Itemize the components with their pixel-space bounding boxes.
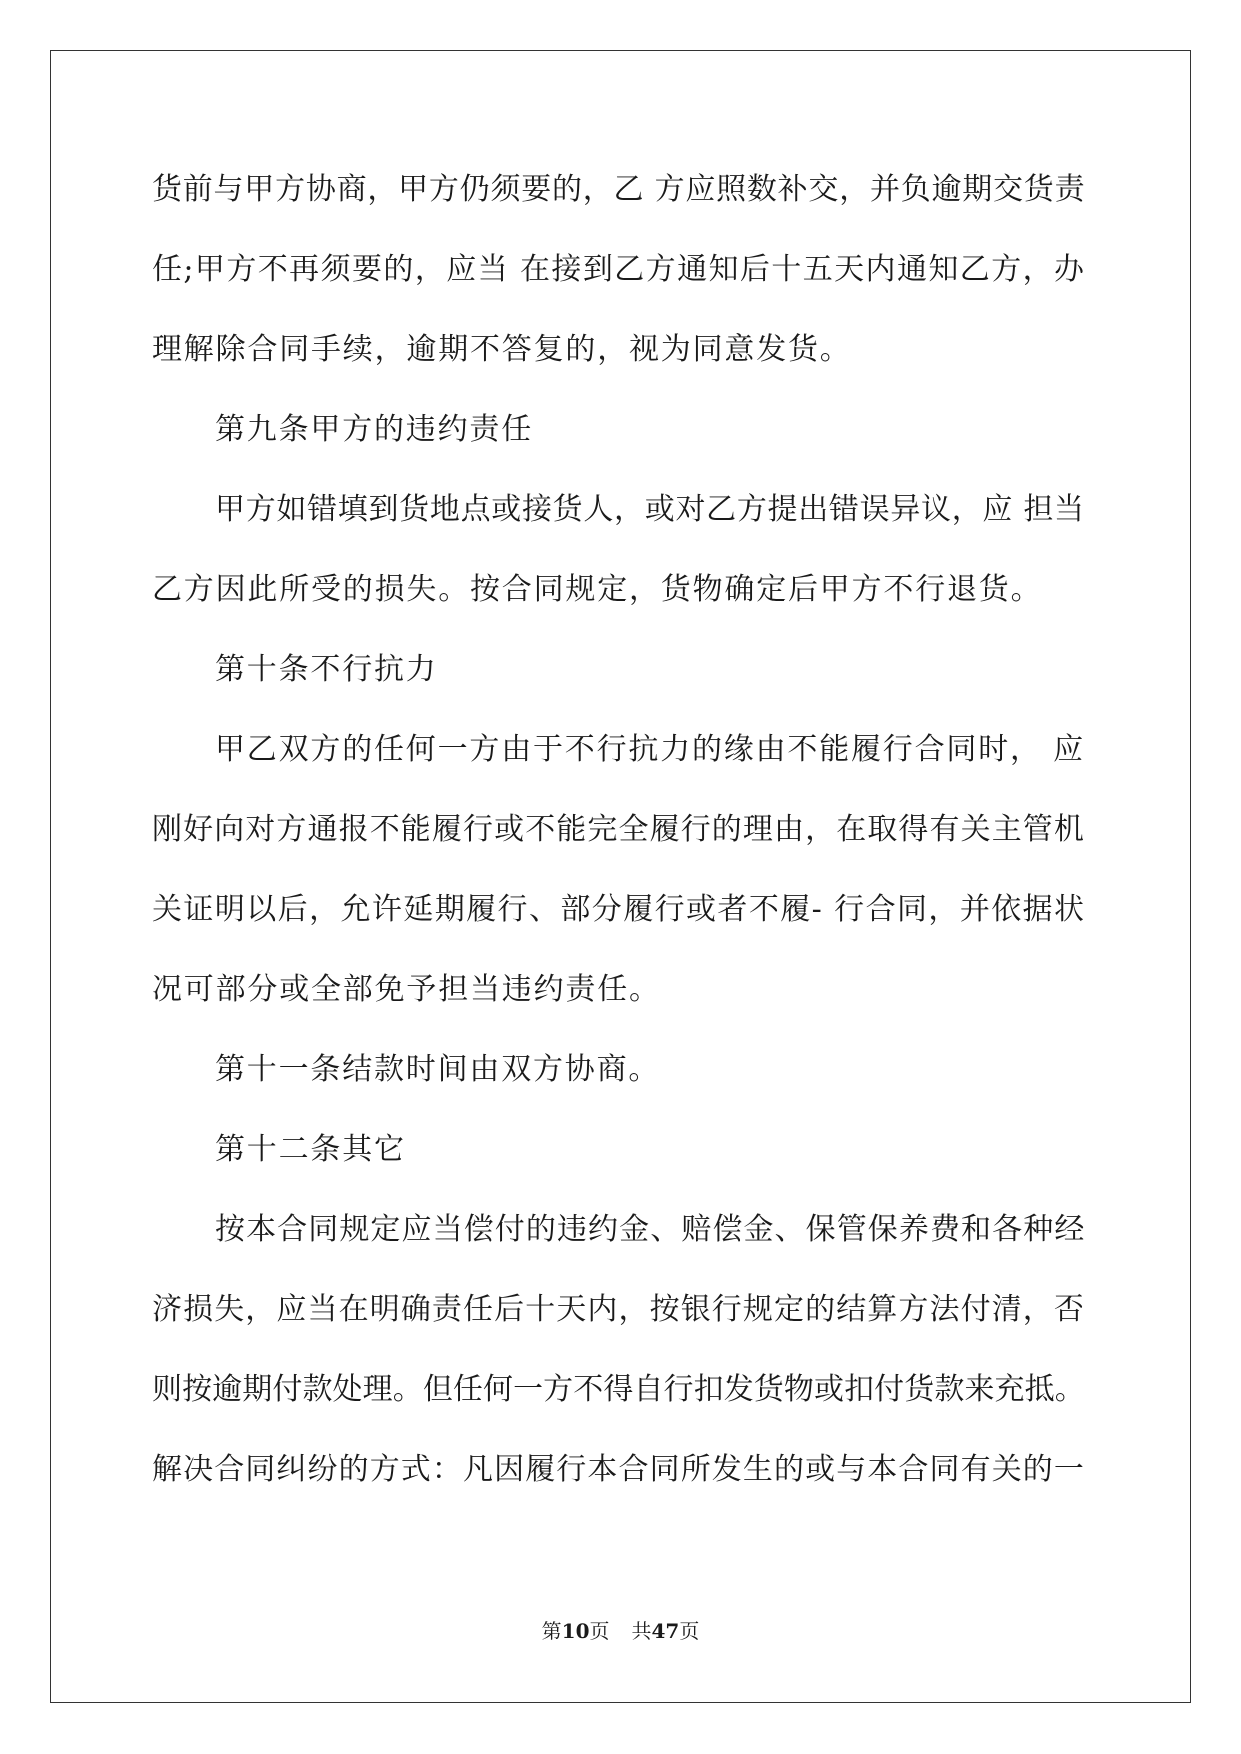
paragraph-line: 任;甲方不再须要的，应当 在接到乙方通知后十五天内通知乙方，办: [152, 252, 1086, 287]
page-prefix: 第: [541, 1619, 562, 1643]
total-pages: 47: [651, 1619, 680, 1643]
paragraph-line: 甲乙双方的任何一方由于不行抗力的缘由不能履行合同时， 应: [215, 732, 1085, 767]
section-heading: 第十一条结款时间由双方协商。: [215, 1052, 661, 1087]
paragraph-line: 乙方因此所受的损失。按合同规定，货物确定后甲方不行退货。: [152, 572, 1043, 607]
section-heading: 第九条甲方的违约责任: [215, 412, 533, 447]
total-suffix: 页: [679, 1619, 700, 1643]
paragraph-line: 济损失，应当在明确责任后十天内，按银行规定的结算方法付清，否: [152, 1292, 1085, 1327]
paragraph-line: 解决合同纠纷的方式：凡因履行本合同所发生的或与本合同有关的一: [152, 1452, 1085, 1487]
paragraph-line: 关证明以后，允许延期履行、部分履行或者不履- 行合同，并依据状: [152, 892, 1086, 927]
paragraph-line: 况可部分或全部免予担当违约责任。: [152, 972, 661, 1007]
paragraph-line: 则按逾期付款处理。但任何一方不得自行扣发货物或扣付货款来充抵。: [152, 1372, 1085, 1407]
paragraph-line: 理解除合同手续，逾期不答复的，视为同意发货。: [152, 332, 852, 367]
page-footer: [0, 1617, 1241, 1645]
total-prefix: 共: [631, 1619, 652, 1643]
section-heading: 第十条不行抗力: [215, 652, 438, 687]
paragraph-line: 按本合同规定应当偿付的违约金、赔偿金、保管保养费和各种经: [215, 1212, 1086, 1247]
section-heading: 第十二条其它: [215, 1132, 406, 1167]
paragraph-line: 甲方如错填到货地点或接货人，或对乙方提出错误异议，应 担当: [215, 492, 1085, 527]
page-suffix: 页: [589, 1619, 610, 1643]
page-number: 10: [561, 1619, 590, 1643]
paragraph-line: 刚好向对方通报不能履行或不能完全履行的理由，在取得有关主管机: [152, 812, 1085, 847]
paragraph-line: 货前与甲方协商，甲方仍须要的，乙 方应照数补交，并负逾期交货责: [152, 172, 1086, 207]
